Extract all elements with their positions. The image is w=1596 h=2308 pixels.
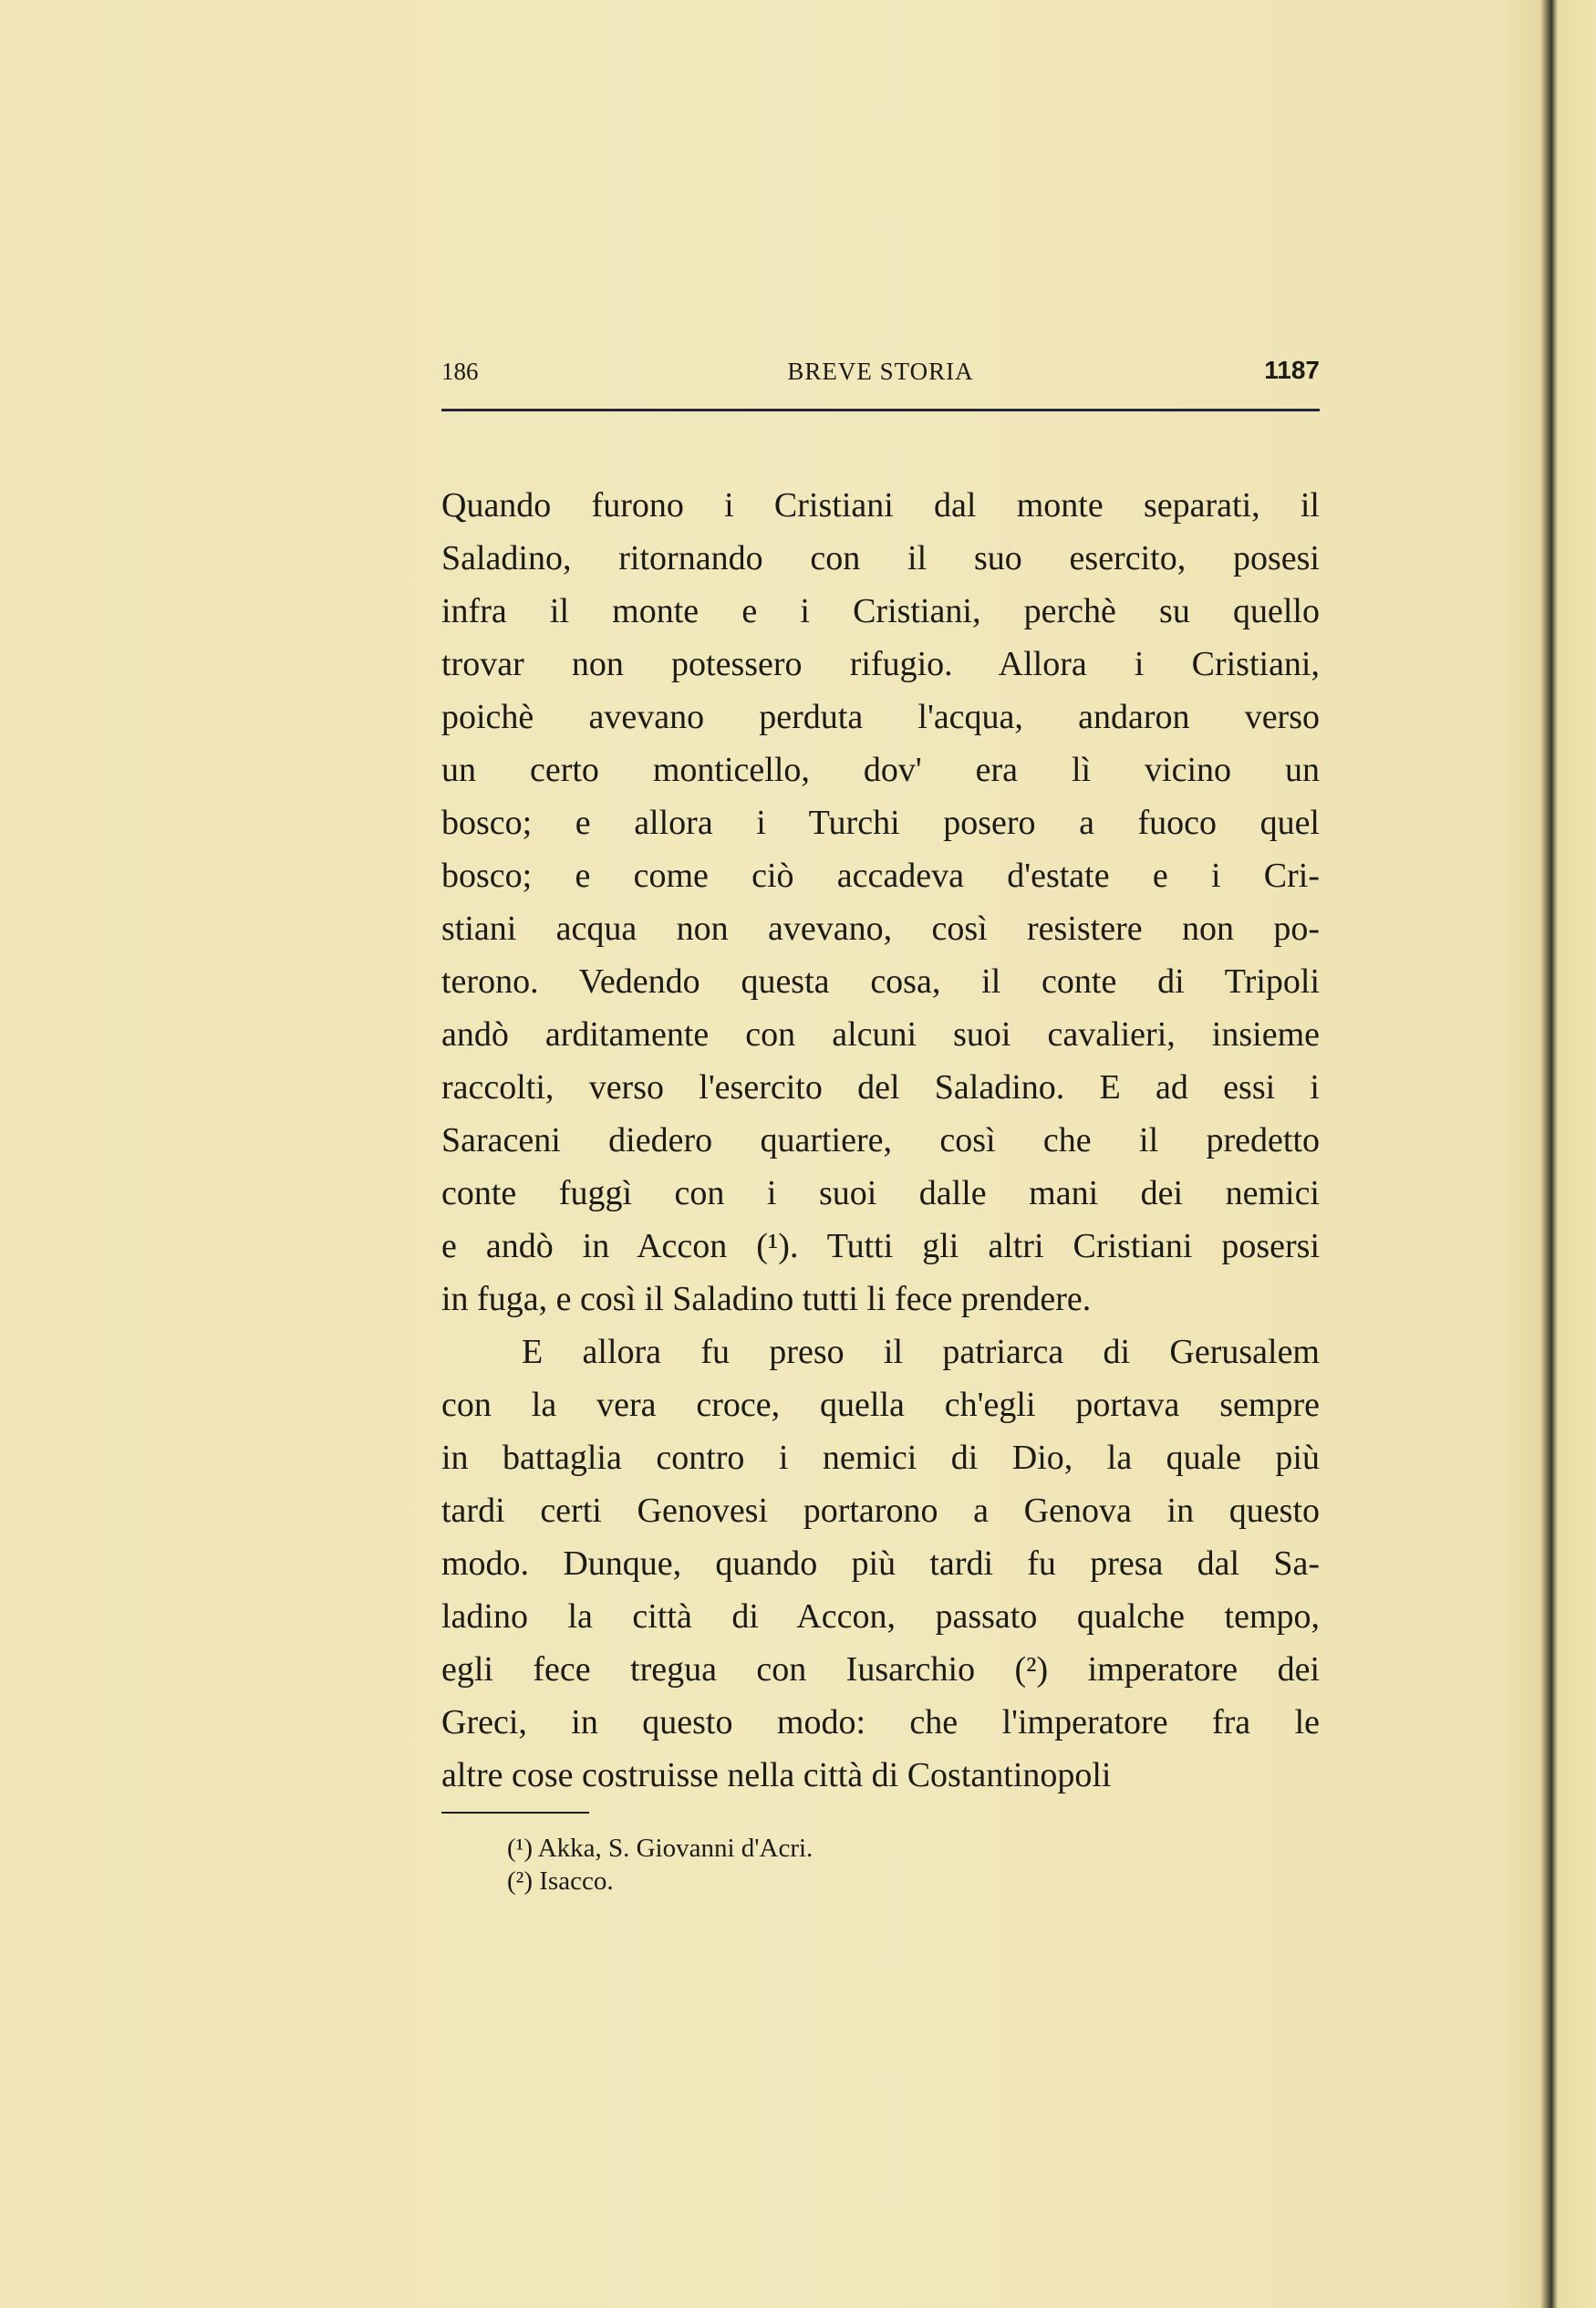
header-rule [441,409,1320,411]
text-line: andò arditamente con alcuni suoi cavalieri, insieme [441,1015,1320,1054]
text-line: Quando furono i Cristiani dal monte separati, il [441,486,1320,525]
footnote-text: Akka, S. Giovanni d'Acri. [537,1834,814,1863]
text-line: bosco; e come ciò accadeva d'estate e i Cri- [441,857,1320,895]
text-line: in battaglia contro i nemici di Dio, la quale più [441,1439,1320,1477]
text-line: altre cose costruisse nella città di Costantinopoli [441,1756,1112,1794]
footnote-mark: (¹) [507,1834,534,1863]
footnotes [507,1832,813,1897]
text-line: ladino la città di Accon, passato qualche tempo, [441,1597,1320,1636]
text-line: trovar non potessero rifugio. Allora i Cristiani, [441,645,1320,683]
text-line: tardi certi Genovesi portarono a Genova in questo [441,1492,1320,1530]
running-title: BREVE STORIA [787,358,974,385]
text-line: conte fuggì con i suoi dalle mani dei nemici [441,1174,1320,1212]
footnote-rule [441,1812,589,1814]
footnote [507,1865,813,1897]
text-line: poichè avevano perduta l'acqua, andaron verso [441,698,1320,736]
body-text [441,479,1320,1802]
text-line: stiani acqua non avevano, così resistere non po- [441,910,1320,948]
text-line: un certo monticello, dov' era lì vicino un [441,751,1320,789]
text-line: in fuga, e così il Saladino tutti li fece prendere. [441,1280,1092,1318]
text-line: raccolti, verso l'esercito del Saladino. E ad essi i [441,1068,1320,1107]
text-line: egli fece tregua con Iusarchio (²) imperatore dei [441,1650,1320,1689]
text-line: e andò in Accon (¹). Tutti gli altri Cristiani posersi [441,1227,1320,1265]
year-marker: 1187 [1264,356,1320,384]
text-line: Saraceni diedero quartiere, così che il predetto [441,1121,1320,1159]
text-line: terono. Vedendo questa cosa, il conte di Tripoli [441,962,1320,1001]
text-line: modo. Dunque, quando più tardi fu presa dal Sa- [441,1544,1320,1583]
running-header [441,358,1320,394]
text-line: Greci, in questo modo: che l'imperatore fra le [441,1703,1320,1741]
footnote-mark: (²) [507,1866,534,1896]
footnote-text: Isacco. [539,1866,614,1896]
page-number: 186 [441,358,479,385]
footnote [507,1832,813,1865]
text-line: Saladino, ritornando con il suo esercito, posesi [441,539,1320,577]
text-line: E allora fu preso il patriarca di Gerusalem [522,1333,1320,1371]
text-line: bosco; e allora i Turchi posero a fuoco quel [441,804,1320,842]
text-line: infra il monte e i Cristiani, perchè su quello [441,592,1320,630]
text-line: con la vera croce, quella ch'egli portava sempre [441,1386,1320,1424]
